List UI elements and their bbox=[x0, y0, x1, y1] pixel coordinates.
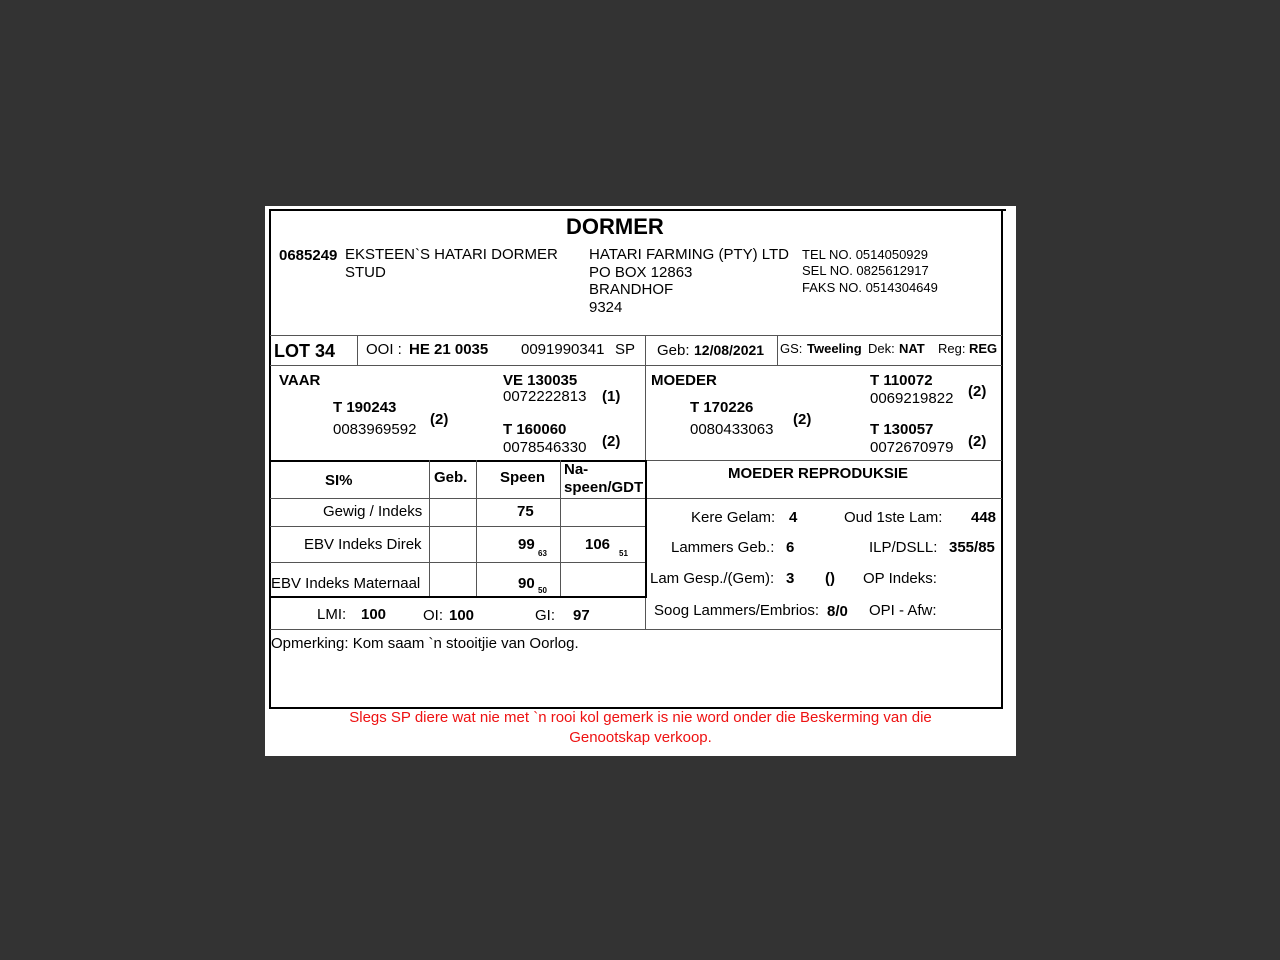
si-row-line-3 bbox=[270, 562, 647, 563]
lot-card bbox=[265, 206, 1016, 756]
frame-left bbox=[269, 209, 271, 709]
kere-gelam-value: 4 bbox=[789, 509, 798, 526]
lmi-value: 100 bbox=[361, 606, 387, 623]
sire-count: (2) bbox=[430, 411, 449, 428]
footer-note-line-1: Slegs SP diere wat nie met `n rooi kol gemerk is nie word onder die Beskerming van die bbox=[349, 709, 932, 726]
naspeen-header-2: speen/GDT bbox=[564, 479, 644, 496]
breeder-name-2: STUD bbox=[345, 264, 386, 281]
divider-pedigree bbox=[270, 365, 1002, 366]
geb-date: 12/08/2021 bbox=[694, 342, 765, 358]
soog-lammers-label: Soog Lammers/Embrios: bbox=[654, 602, 820, 619]
dam-sire-number: 0069219822 bbox=[870, 390, 954, 407]
lammers-geb-label: Lammers Geb.: bbox=[671, 539, 775, 556]
sire-dam-count: (2) bbox=[602, 433, 621, 450]
sel-number: SEL NO. 0825612917 bbox=[802, 263, 929, 278]
sire-dam-id: T 160060 bbox=[503, 421, 567, 438]
faks-number: FAKS NO. 0514304649 bbox=[802, 280, 938, 295]
si-row-label-maternaal: EBV Indeks Maternaal bbox=[271, 575, 421, 592]
sire-number: 0083969592 bbox=[333, 421, 417, 438]
soog-lammers-value: 8/0 bbox=[827, 603, 848, 620]
dam-dam-id: T 130057 bbox=[870, 421, 934, 438]
breeder-name-1: EKSTEEN`S HATARI DORMER bbox=[345, 246, 558, 263]
frame-top bbox=[269, 209, 1006, 211]
si-col-geb bbox=[429, 460, 430, 596]
lammers-geb-value: 6 bbox=[786, 539, 795, 556]
divider-lot bbox=[270, 335, 1002, 336]
divider-repro-top bbox=[646, 460, 1002, 461]
reg-value: REG bbox=[969, 341, 998, 356]
oud-1ste-lam-label: Oud 1ste Lam: bbox=[844, 509, 943, 526]
dam-number: 0080433063 bbox=[690, 421, 774, 438]
gs-label: GS: bbox=[780, 341, 803, 356]
divider-si-top bbox=[270, 460, 647, 462]
ilp-dsll-value: 355/85 bbox=[949, 539, 995, 556]
tel-number: TEL NO. 0514050929 bbox=[802, 247, 928, 262]
repro-line-1 bbox=[646, 498, 1002, 499]
remark-text: Opmerking: Kom saam `n stooitjie van Oorlog. bbox=[271, 635, 579, 652]
sire-sire-count: (1) bbox=[602, 388, 621, 405]
lam-gesp-gem: () bbox=[825, 570, 835, 587]
company-name: HATARI FARMING (PTY) LTD bbox=[589, 246, 790, 263]
gi-value: 97 bbox=[573, 607, 590, 624]
direk-naspeen-accuracy: 51 bbox=[619, 549, 628, 558]
si-table-bottom bbox=[270, 596, 647, 598]
gs-value: Tweeling bbox=[807, 341, 862, 356]
si-header: SI% bbox=[325, 472, 353, 489]
dam-dam-count: (2) bbox=[968, 433, 987, 450]
divider-remark bbox=[270, 629, 1002, 630]
maternaal-speen-value: 90 bbox=[518, 575, 535, 592]
ooi-reg-number: 0091990341 bbox=[521, 341, 605, 358]
dam-dam-number: 0072670979 bbox=[870, 439, 954, 456]
lot-col-line bbox=[357, 335, 358, 365]
dam-id: T 170226 bbox=[690, 399, 754, 416]
sire-sire-number: 0072222813 bbox=[503, 388, 587, 405]
ooi-id: HE 21 0035 bbox=[409, 341, 489, 358]
direk-naspeen-value: 106 bbox=[585, 536, 611, 553]
sire-dam-number: 0078546330 bbox=[503, 439, 587, 456]
moeder-label: MOEDER bbox=[651, 372, 717, 389]
sire-sire-id: VE 130035 bbox=[503, 372, 578, 389]
reg-label: Reg: bbox=[938, 341, 966, 356]
geb-label: Geb: bbox=[657, 342, 690, 359]
oud-1ste-lam-value: 448 bbox=[971, 509, 997, 526]
si-row-line-2 bbox=[270, 526, 647, 527]
frame-right bbox=[1001, 209, 1003, 709]
lot-number: LOT 34 bbox=[274, 341, 336, 361]
oi-value: 100 bbox=[449, 607, 475, 624]
dek-value: NAT bbox=[899, 341, 925, 356]
opi-afw-label: OPI - Afw: bbox=[869, 602, 937, 619]
maternaal-speen-accuracy: 50 bbox=[538, 586, 547, 595]
footer-note bbox=[265, 708, 1016, 748]
address-line-1: PO BOX 12863 bbox=[589, 264, 693, 281]
kere-gelam-label: Kere Gelam: bbox=[691, 509, 776, 526]
dam-sire-count: (2) bbox=[968, 383, 987, 400]
address-line-2: BRANDHOF bbox=[589, 281, 674, 298]
postcode: 9324 bbox=[589, 299, 623, 316]
ooi-label: OOI : bbox=[366, 341, 402, 358]
breed-title: DORMER bbox=[566, 214, 664, 239]
dek-label: Dek: bbox=[868, 341, 895, 356]
footer-note-line-2: Genootskap verkoop. bbox=[569, 729, 712, 746]
si-table-right bbox=[645, 460, 647, 598]
gs-col-line bbox=[777, 335, 778, 365]
lmi-label: LMI: bbox=[317, 606, 347, 623]
gewig-speen-value: 75 bbox=[517, 503, 534, 520]
vaar-label: VAAR bbox=[279, 372, 321, 389]
direk-speen-accuracy: 63 bbox=[538, 549, 547, 558]
lam-gesp-value: 3 bbox=[786, 570, 795, 587]
naspeen-header-1: Na- bbox=[564, 461, 589, 478]
sire-id: T 190243 bbox=[333, 399, 397, 416]
repro-title: MOEDER REPRODUKSIE bbox=[728, 465, 909, 482]
direk-speen-value: 99 bbox=[518, 536, 535, 553]
si-row-line-1 bbox=[270, 498, 647, 499]
op-indeks-label: OP Indeks: bbox=[863, 570, 937, 587]
si-col-speen bbox=[476, 460, 477, 596]
ilp-dsll-label: ILP/DSLL: bbox=[869, 539, 938, 556]
member-number: 0685249 bbox=[279, 247, 338, 264]
lam-gesp-label: Lam Gesp./(Gem): bbox=[650, 570, 775, 587]
oi-label: OI: bbox=[423, 607, 444, 624]
dam-sire-id: T 110072 bbox=[870, 372, 933, 389]
dam-count: (2) bbox=[793, 411, 812, 428]
sp-mark: SP bbox=[615, 341, 636, 358]
speen-header: Speen bbox=[500, 469, 546, 486]
si-row-label-gewig: Gewig / Indeks bbox=[323, 503, 423, 520]
geb-header: Geb. bbox=[434, 469, 468, 486]
si-col-naspeen bbox=[560, 460, 561, 596]
si-row-label-direk: EBV Indeks Direk bbox=[304, 536, 422, 553]
gi-label: GI: bbox=[535, 607, 556, 624]
